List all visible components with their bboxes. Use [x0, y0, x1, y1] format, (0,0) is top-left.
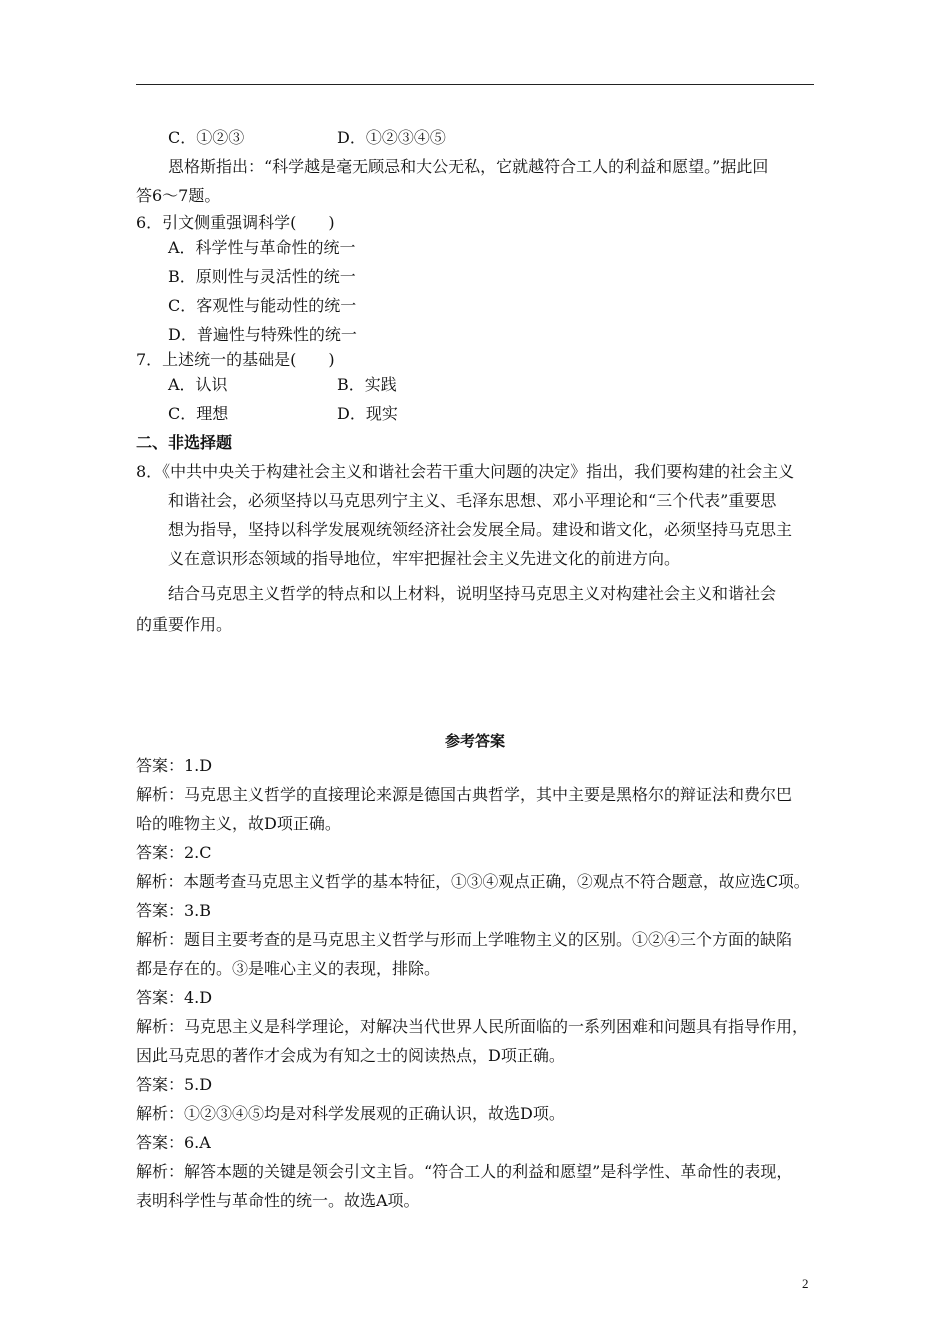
answer-line: 答案：6.A	[136, 1133, 211, 1152]
answers-title: 参考答案	[444, 732, 505, 750]
answer-line: 因此马克思的著作才会成为有知之士的阅读热点，D项正确。	[136, 1046, 565, 1065]
answer-line: 解析：马克思主义是科学理论，对解决当代世界人民所面临的一系列困难和问题具有指导作用，	[136, 1017, 809, 1036]
answer-line: 答案：4.D	[136, 988, 213, 1007]
header-rule	[136, 84, 814, 85]
q6-option-d: D．普遍性与特殊性的统一	[168, 325, 357, 344]
q7-option-c: C．理想	[168, 404, 229, 423]
q7-option-d: D．现实	[337, 404, 398, 423]
q7-stem: 7．上述统一的基础是( )	[136, 350, 335, 369]
q8-question-line-1: 结合马克思主义哲学的特点和以上材料，说明坚持马克思主义对构建社会主义和谐社会	[168, 584, 777, 603]
answer-line: 解析：解答本题的关键是领会引文主旨。“符合工人的利益和愿望”是科学性、革命性的表现，	[136, 1162, 793, 1181]
q7-option-b: B．实践	[337, 375, 397, 394]
material-line-2: 答6～7题。	[136, 186, 221, 205]
answer-line: 哈的唯物主义，故D项正确。	[136, 814, 341, 833]
answer-line: 答案：3.B	[136, 901, 212, 920]
q5-option-c: C．①②③	[168, 128, 245, 147]
page-number: 2	[802, 1276, 809, 1291]
answer-line: 答案：2.C	[136, 843, 212, 862]
q6-option-b: B．原则性与灵活性的统一	[168, 267, 356, 286]
q6-stem: 6．引文侧重强调科学( )	[136, 213, 335, 232]
answer-line: 解析：①②③④⑤均是对科学发展观的正确认识，故选D项。	[136, 1104, 565, 1123]
q8-line-1: 8．《中共中央关于构建社会主义和谐社会若干重大问题的决定》指出，我们要构建的社会主义	[136, 462, 795, 481]
q8-line-2: 和谐社会，必须坚持以马克思列宁主义、毛泽东思想、邓小平理论和“三个代表”重要思	[168, 491, 777, 510]
q8-line-3: 想为指导，坚持以科学发展观统领经济社会发展全局。建设和谐文化，必须坚持马克思主	[168, 520, 793, 539]
answer-line: 解析：题目主要考查的是马克思主义哲学与形而上学唯物主义的区别。①②④三个方面的缺陷	[136, 930, 793, 949]
q7-option-a: A．认识	[168, 375, 228, 394]
answer-line: 解析：马克思主义哲学的直接理论来源是德国古典哲学，其中主要是黑格尔的辩证法和费尔巴	[136, 785, 793, 804]
answer-line: 都是存在的。③是唯心主义的表现，排除。	[136, 959, 441, 978]
answer-line: 答案：5.D	[136, 1075, 213, 1094]
q8-question-line-2: 的重要作用。	[136, 615, 233, 634]
q6-option-c: C．客观性与能动性的统一	[168, 296, 357, 315]
answer-line: 表明科学性与革命性的统一。故选A项。	[136, 1191, 420, 1210]
section-2-title: 二、非选择题	[136, 433, 233, 452]
answer-line: 解析：本题考查马克思主义哲学的基本特征，①③④观点正确，②观点不符合题意，故应选C项。	[136, 872, 810, 891]
answer-line: 答案：1.D	[136, 756, 213, 775]
material-line-1: 恩格斯指出：“科学越是毫无顾忌和大公无私，它就越符合工人的利益和愿望。”据此回	[168, 157, 769, 176]
q5-option-d: D．①②③④⑤	[337, 128, 446, 147]
q6-option-a: A．科学性与革命性的统一	[168, 238, 356, 257]
q8-line-4: 义在意识形态领域的指导地位，牢牢把握社会主义先进文化的前进方向。	[168, 549, 681, 568]
